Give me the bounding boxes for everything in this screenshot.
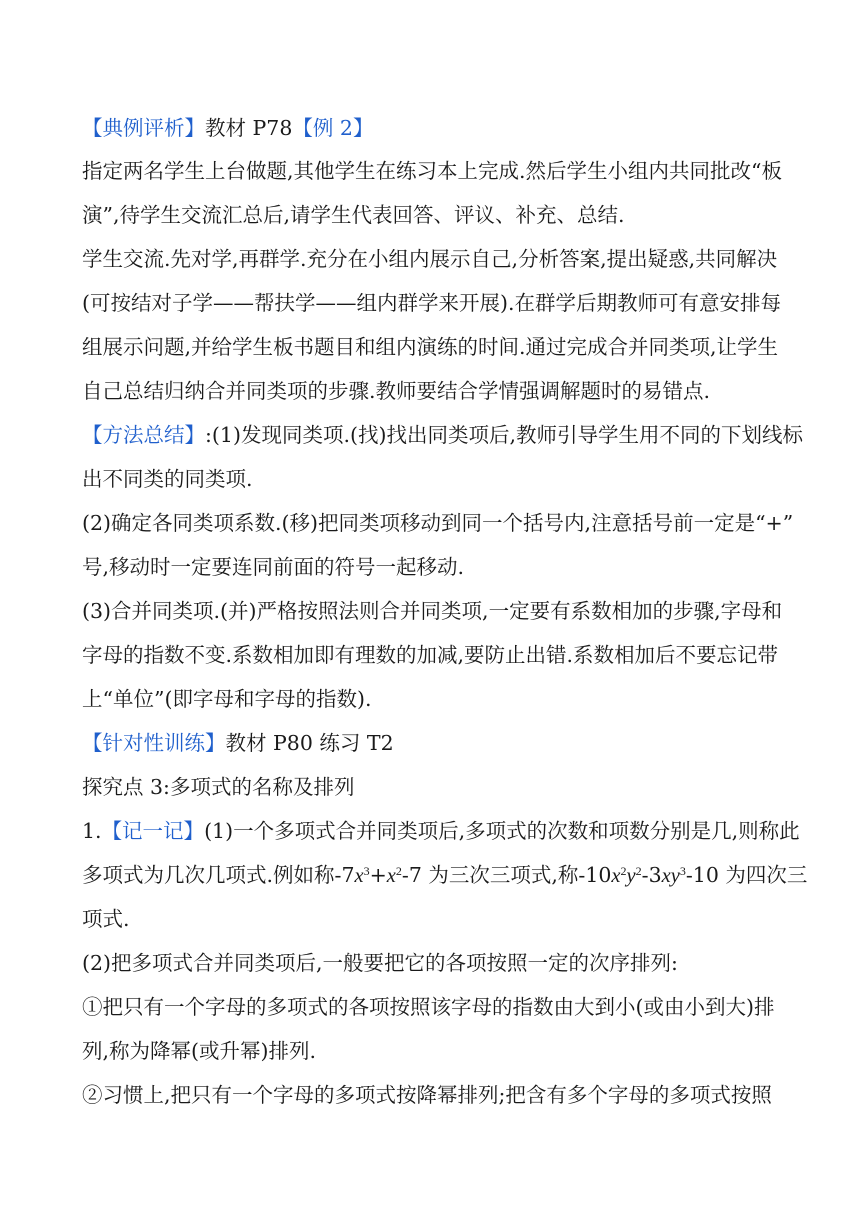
math-exp: 2 — [620, 864, 627, 878]
method-line: 上“单位”(即字母和字母的指数). — [82, 687, 372, 711]
math-var: x — [661, 865, 671, 887]
example-line: 自己总结归纳合并同类项的步骤.教师要结合学情强调解题时的易错点. — [82, 379, 711, 403]
math-exp: 2 — [395, 864, 402, 878]
explore-title: 探究点 3:多项式的名称及排列 — [82, 775, 355, 799]
explore-line: ①把只有一个字母的多项式的各项按照该字母的指数由大到小(或由小到大)排 — [82, 995, 775, 1019]
explore-text: -3 — [641, 863, 662, 887]
example-ref: 教材 P78 — [205, 116, 293, 140]
explore-text: + — [369, 863, 387, 887]
example-tag: 【典例评析】 — [82, 116, 205, 140]
explore-text: -7 为三次三项式,称-10 — [401, 863, 612, 887]
training-heading — [82, 728, 782, 758]
example-line: 演”,待学生交流汇总后,请学生代表回答、评议、补充、总结. — [82, 203, 625, 227]
math-exp: 2 — [635, 864, 642, 878]
example-heading — [82, 113, 782, 143]
example-line: (可按结对子学——帮扶学——组内群学来开展).在群学后期教师可有意安排每 — [82, 291, 782, 315]
explore-line: (2)把多项式合并同类项后,一般要把它的各项按照一定的次序排列: — [82, 951, 678, 975]
method-line: 字母的指数不变.系数相加即有理数的加减,要防止出错.系数相加后不要忘记带 — [82, 643, 779, 667]
training-tag: 【针对性训练】 — [82, 731, 226, 755]
explore-text: (1)一个多项式合并同类项后,多项式的次数和项数分别是几,则称此 — [204, 819, 800, 843]
example-line: 组展示问题,并给学生板书题目和组内演练的时间.通过完成合并同类项,让学生 — [82, 335, 779, 359]
explore-line-2 — [82, 860, 808, 890]
math-exp: 3 — [679, 864, 686, 878]
method-line: 号,移动时一定要连同前面的符号一起移动. — [82, 555, 465, 579]
method-first-line: :(1)发现同类项.(找)找出同类项后,教师引导学生用不同的下划线标 — [205, 423, 803, 447]
method-heading — [82, 420, 803, 450]
example-line: 指定两名学生上台做题,其他学生在练习本上完成.然后学生小组内共同批改“板 — [82, 159, 783, 183]
training-ref: 教材 P80 练习 T2 — [225, 731, 394, 755]
method-line: 出不同类的同类项. — [82, 467, 253, 491]
remember-tag: 【记一记】 — [101, 819, 205, 843]
math-var: y — [670, 865, 680, 887]
math-var: x — [354, 865, 364, 887]
math-exp: 3 — [363, 864, 370, 878]
explore-text: 多项式为几次几项式.例如称-7 — [82, 863, 355, 887]
math-var: x — [611, 865, 621, 887]
explore-line: 列,称为降幂(或升幂)排列. — [82, 1039, 317, 1063]
explore-line: ②习惯上,把只有一个字母的多项式按降幂排列;把含有多个字母的多项式按照 — [82, 1083, 772, 1107]
method-line: (3)合并同类项.(并)严格按照法则合并同类项,一定要有系数相加的步骤,字母和 — [82, 599, 783, 623]
method-tag: 【方法总结】 — [82, 423, 205, 447]
explore-line-3: 项式. — [82, 907, 130, 931]
explore-line-1 — [82, 816, 800, 846]
item-number: 1. — [82, 819, 102, 843]
example-line: 学生交流.先对学,再群学.充分在小组内展示自己,分析答案,提出疑惑,共同解决 — [82, 247, 778, 271]
math-var: x — [386, 865, 396, 887]
method-line: (2)确定各同类项系数.(移)把同类项移动到同一个括号内,注意括号前一定是“+” — [82, 511, 794, 535]
explore-text: -10 为四次三 — [685, 863, 808, 887]
example-tag2: 【例 2】 — [292, 116, 374, 140]
math-var: y — [626, 865, 636, 887]
